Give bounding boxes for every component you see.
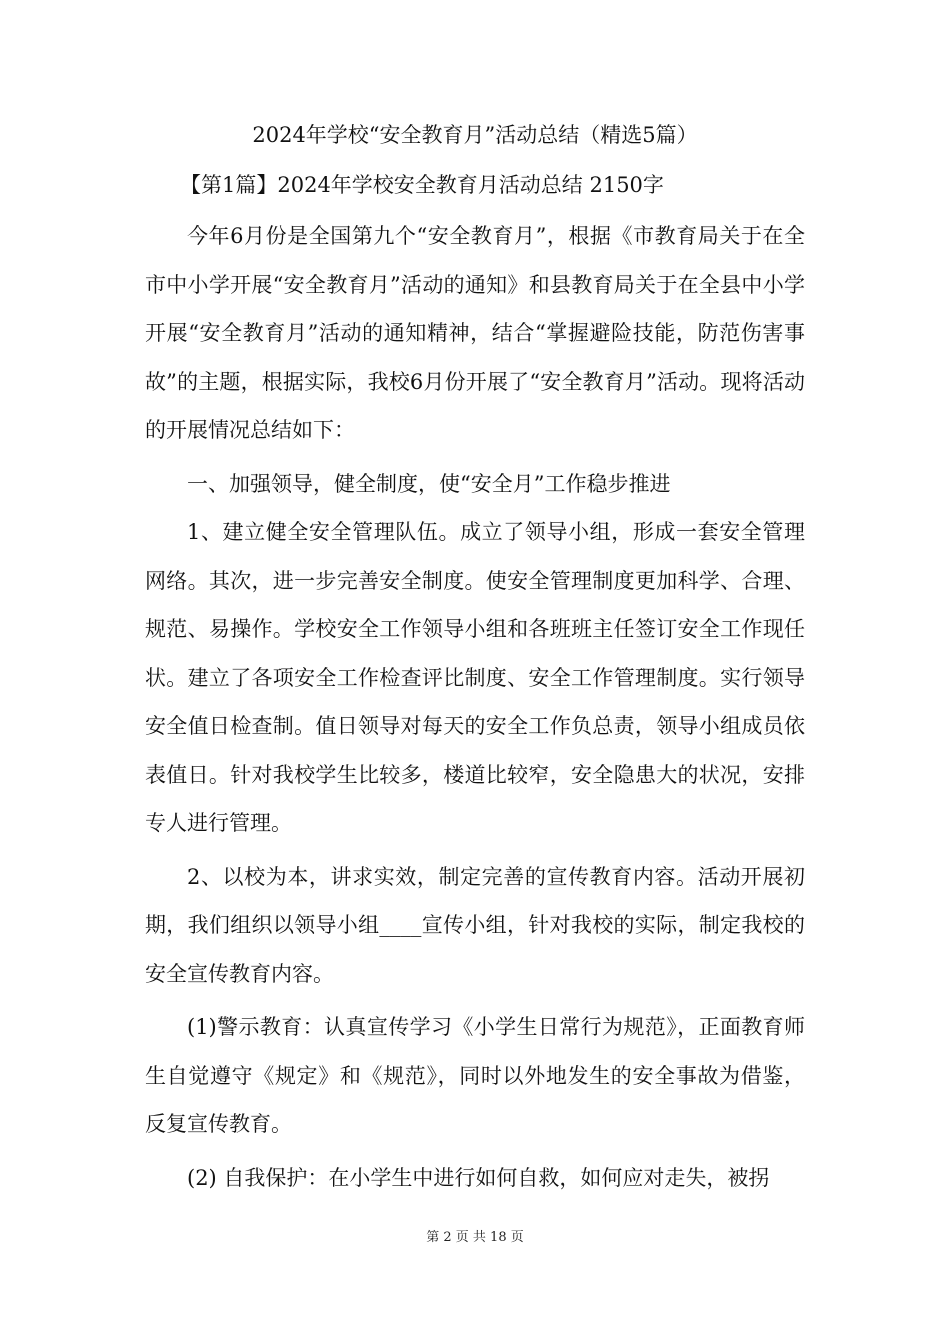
document-title: 2024年学校“安全教育月”活动总结（精选5篇） — [252, 123, 698, 147]
paragraph-section-heading: 一、加强领导，健全制度，使“安全月”工作稳步推进 — [187, 471, 671, 496]
document-body — [145, 212, 805, 1207]
paragraph-subitem-2: (2) 自我保护：在小学生中进行如何自救，如何应对走失，被拐 — [187, 1165, 770, 1190]
section-heading: 【第1篇】2024年学校安全教育月活动总结 2150字 — [180, 173, 664, 197]
paragraph-subitem-1: (1)警示教育：认真宣传学习《小学生日常行为规范》，正面教育师生自觉遵守《规定》和《规范》，同时以外地发生的安全事故为借鉴，反复宣传教育。 — [145, 1015, 805, 1136]
page-number-footer: 第 2 页 共 18 页 — [426, 1230, 524, 1245]
paragraph-item-2: 2、以校为本，讲求实效，制定完善的宣传教育内容。活动开展初期，我们组织以领导小组____宣传小组，针对我校的实际，制定我校的安全宣传教育内容。 — [145, 864, 805, 986]
paragraph-item-1: 1、建立健全安全管理队伍。成立了领导小组，形成一套安全管理网络。其次，进一步完善安全制度。使安全管理制度更加科学、合理、规范、易操作。学校安全工作领导小组和各班班主任签订安全工作现任状。建立了各项安全工作检查评比制度、安全工作管理制度。实行领导安全值日检查制。值日领导对每天的安全工作负总责，领导小组成员依表值日。针对我校学生比较多，楼道比较窄，安全隐患大的状况，安排专人进行管理。 — [145, 520, 805, 835]
paragraph-intro: 今年6月份是全国第九个“安全教育月”，根据《市教育局关于在全市中小学开展“安全教育月”活动的通知》和县教育局关于在全县中小学开展“安全教育月”活动的通知精神，结合“掌握避险技能，防范伤害事故”的主题，根据实际，我校6月份开展了“安全教育月”活动。现将活动的开展情况总结如下： — [145, 224, 805, 442]
